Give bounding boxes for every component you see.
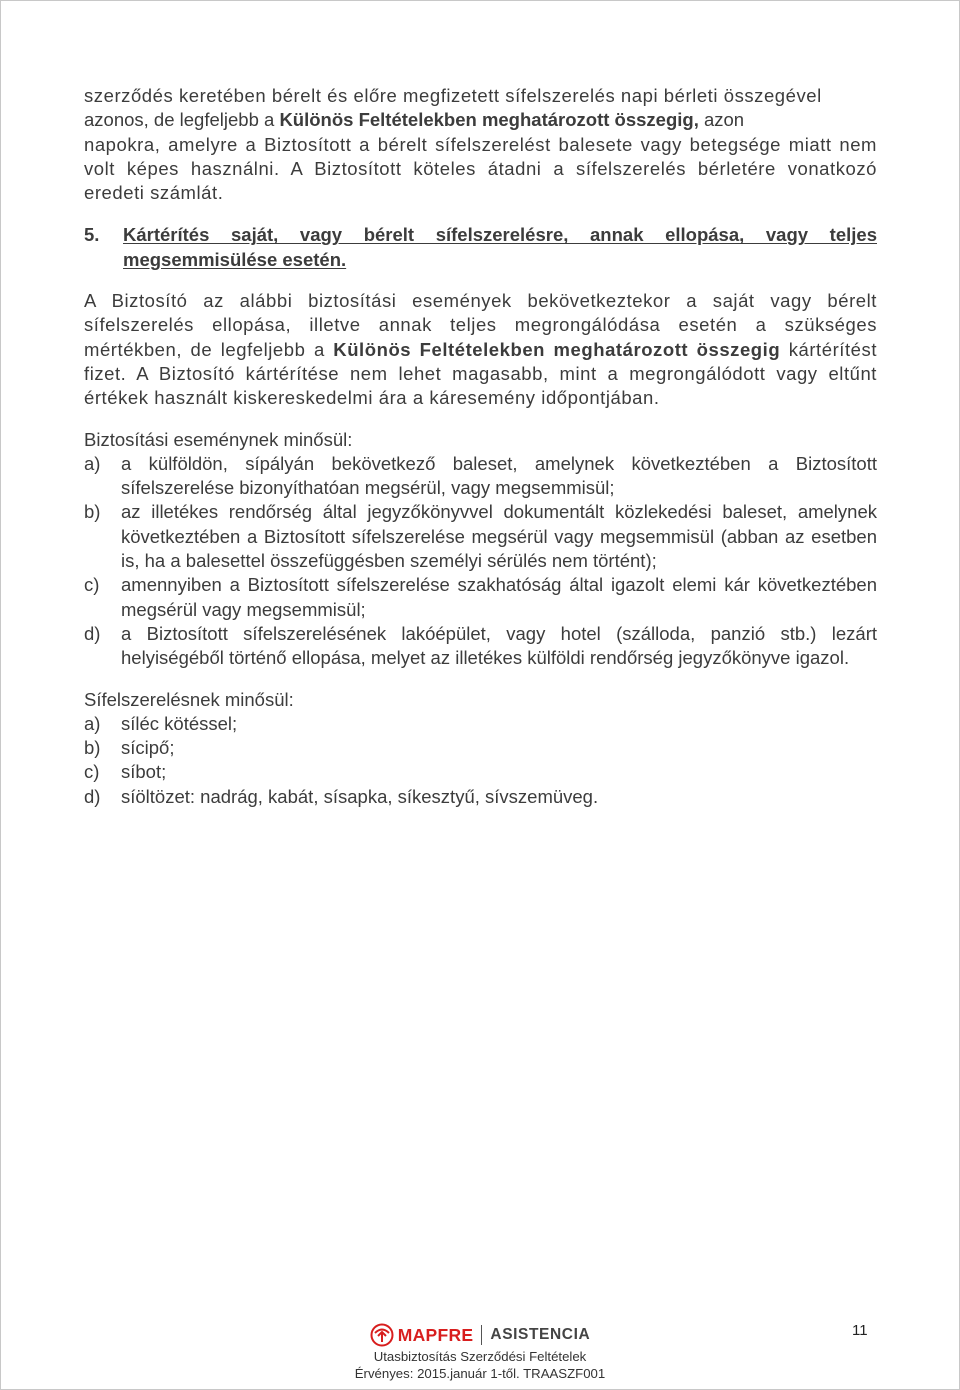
main-bold-text: Különös Feltételekben meghatározott összegig (333, 338, 781, 360)
list-item: b) az illetékes rendőrség által jegyzőkönyvvel dokumentált közlekedési baleset, amelynek következtében a Biztosított sífelszerelése megsérül vagy megsemmisül (abban az esetben is, ha a balesettel összefüggésben személyi sérülés nem történt); (84, 501, 877, 572)
mapfre-emblem-icon (370, 1323, 394, 1347)
equipment-list (84, 712, 877, 809)
brand-name: MAPFRE (397, 1324, 474, 1345)
section-heading (84, 223, 877, 272)
list-item: d) a Biztosított sífelszerelésének lakóépület, vagy hotel (szálloda, panzió stb.) lezárt helyiségéből történő ellopása, melyet az illetékes külföldi rendőrség jegyzőkönyve igazol. (84, 622, 877, 669)
page-number: 11 (852, 1322, 868, 1339)
brand-subname: ASISTENCIA (490, 1326, 591, 1343)
events-list (84, 452, 877, 671)
list-item: c) síbot; (84, 761, 167, 783)
intro-line-2: azonos, de legfeljebb a Különös Feltételekben meghatározott összegig, azon (84, 109, 745, 131)
intro-rest: napokra, amelyre a Biztosított a bérelt sífelszerelést balesete vagy betegsége miatt nem volt képes használni. A Biztosított köteles átadni a sífelszerelés bérletére vonatkozó eredeti számlát. (84, 133, 877, 204)
intro-line-1: szerződés keretében bérelt és előre megfizetett sífelszerelés napi bérleti összegével (84, 85, 822, 106)
events-label: Biztosítási eseménynek minősül: (84, 428, 353, 450)
list-item: a) a külföldön, sípályán bekövetkező baleset, amelynek következtében a Biztosított sífelszerelése bizonyíthatóan megsérül, vagy megsemmisül; (84, 452, 877, 499)
footer-document-title: Utasbiztosítás Szerződési Feltételek (373, 1349, 587, 1364)
equipment-label: Sífelszerelésnek minősül: (84, 688, 294, 710)
logo-divider (481, 1325, 482, 1345)
footer-validity: Érvényes: 2015.január 1-től. TRAASZF001 (354, 1366, 606, 1381)
page-footer (0, 1322, 960, 1382)
intro-bold-text: Különös Feltételekben meghatározott összegig, (279, 109, 699, 131)
section-title: Kártérítés saját, vagy bérelt sífelszerelésre, annak ellopása, vagy teljes megsemmisülése esetén. (123, 224, 877, 270)
main-paragraph: A Biztosító az alábbi biztosítási események bekövetkeztekor a saját vagy bérelt sífelszerelés ellopása, illetve annak teljes megrongálódása esetén a szükséges mértékben, de legfeljebb a Különös Feltételekben meghatározott összegig kártérítést fizet. A Biztosító kártérítése nem lehet magasabb, mint a megrongálódott vagy eltűnt értékek használt kiskereskedelmi ára a káresemény időpontjában. (84, 290, 878, 409)
list-item: a) síléc kötéssel; (84, 712, 238, 734)
section-number: 5. (84, 224, 100, 246)
mapfre-logo (0, 1322, 960, 1348)
list-item: d) síöltözet: nadrág, kabát, sísapka, síkesztyű, sívszemüveg. (84, 785, 599, 807)
list-item: c) amennyiben a Biztosított sífelszerelése szakhatóság által igazolt elemi kár következtében megsérül vagy megsemmisül; (84, 574, 877, 620)
list-item: b) sícipő; (84, 737, 175, 759)
document-body (84, 84, 877, 809)
